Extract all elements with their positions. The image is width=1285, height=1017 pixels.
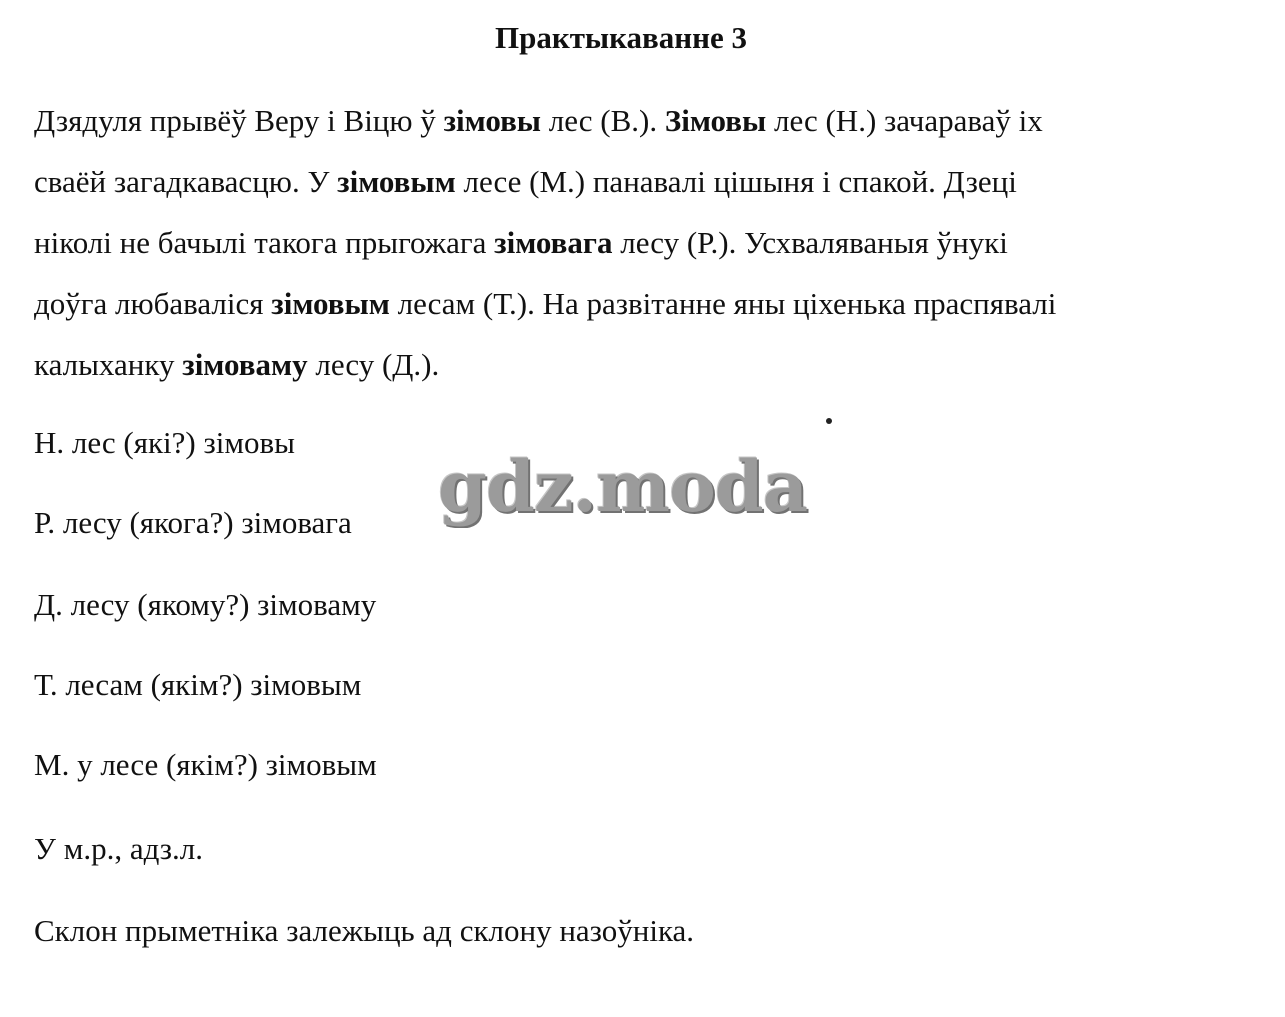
paragraph-text: лесе (М.) панавалі цішыня і спакой. Дзеці (455, 164, 1017, 199)
paragraph-text: лесу (Д.). (307, 347, 440, 382)
paragraph-text: Дзядуля прывёў Веру і Віцю ў (34, 103, 444, 138)
paragraph-text: калыханку (34, 347, 183, 382)
highlighted-adjective: зімоваму (182, 347, 308, 382)
case-locative: М. у лесе (якім?) зімовым (34, 747, 377, 782)
paragraph-text: лес (Н.) зачараваў іх (766, 103, 1043, 138)
gender-number-note: У м.р., адз.л. (34, 831, 203, 866)
case-instrumental: Т. лесам (якім?) зімовым (34, 667, 362, 702)
highlighted-adjective: зімовым (271, 286, 390, 321)
exercise-paragraph (34, 90, 1249, 395)
case-dative: Д. лесу (якому?) зімоваму (34, 587, 377, 622)
paragraph-text: сваёй загадкавасцю. У (34, 164, 338, 199)
exercise-title: Практыкаванне 3 (494, 20, 747, 55)
paragraph-line (34, 334, 1249, 395)
conclusion-sentence: Склон прыметніка залежыць ад склону назоўніка. (34, 913, 695, 948)
highlighted-adjective: зімовым (337, 164, 456, 199)
paragraph-text: лесу (Р.). Усхваляваныя ўнукі (612, 225, 1008, 260)
paragraph-text: ніколі не бачылі такога прыгожага (34, 225, 495, 260)
paragraph-text: лес (В.). (541, 103, 665, 138)
highlighted-adjective: зімовага (494, 225, 613, 260)
paragraph-line (34, 273, 1249, 334)
paragraph-line (34, 90, 1249, 151)
highlighted-adjective: зімовы (443, 103, 542, 138)
case-nominative: Н. лес (які?) зімовы (34, 425, 295, 460)
paragraph-text: лесам (Т.). На развітанне яны ціхенька праспявалі (389, 286, 1057, 321)
paragraph-text: доўга любаваліся (34, 286, 272, 321)
watermark-dot (826, 418, 832, 424)
paragraph-line (34, 212, 1249, 273)
watermark-logo: gdz.moda (438, 445, 808, 528)
paragraph-line (34, 151, 1249, 212)
highlighted-adjective: Зімовы (664, 103, 767, 138)
case-genitive: Р. лесу (якога?) зімовага (34, 505, 352, 540)
